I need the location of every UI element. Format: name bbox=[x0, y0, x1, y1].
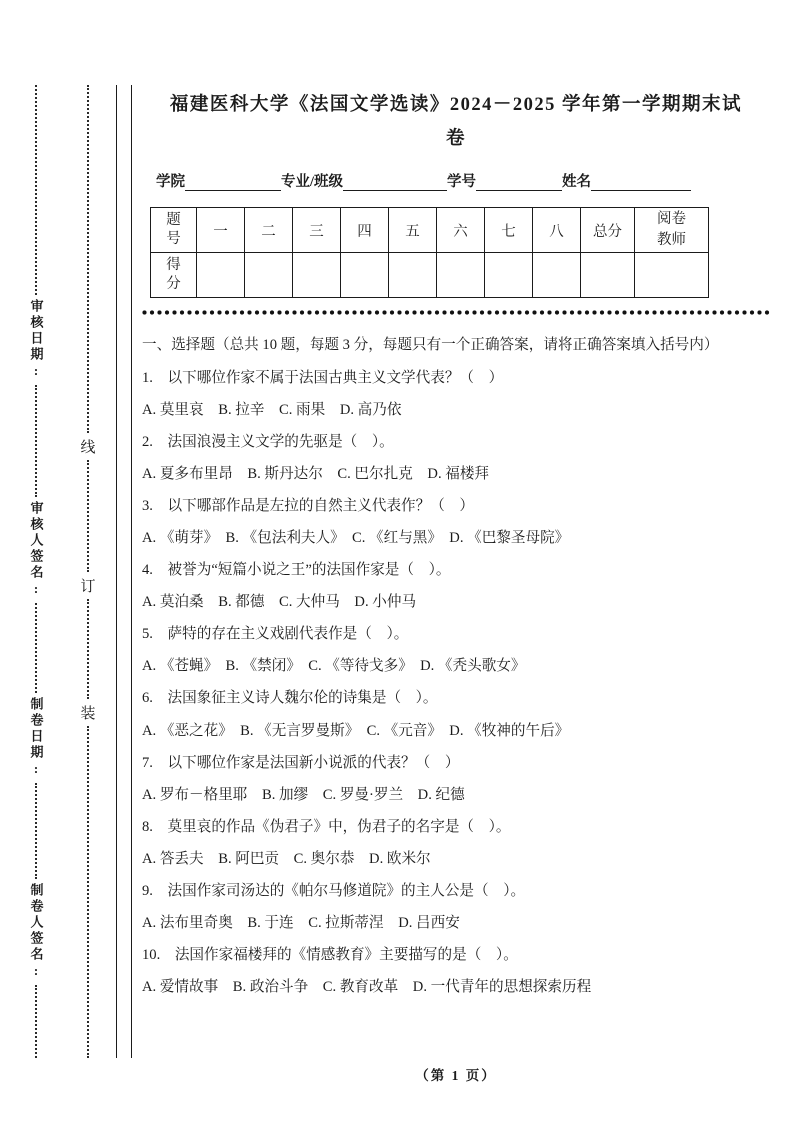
column-header: 五 bbox=[389, 208, 437, 253]
binding-line-char: 装 bbox=[80, 706, 96, 722]
score-cell bbox=[437, 253, 485, 298]
question-text: 7. 以下哪位作家是法国新小说派的代表？（ ） bbox=[142, 754, 460, 771]
column-header: 二 bbox=[245, 208, 293, 253]
score-cell bbox=[293, 253, 341, 298]
score-cell bbox=[533, 253, 581, 298]
dotted-line-segment bbox=[35, 85, 37, 295]
page-number-footer: （第 1 页） bbox=[415, 1068, 497, 1083]
score-cell bbox=[389, 253, 437, 298]
question-options: A. 夏多布里昂 B. 斯丹达尔 C. 巴尔扎克 D. 福楼拜 bbox=[142, 465, 490, 482]
question-number-row-label: 题号 bbox=[151, 208, 197, 253]
question-options: A. 莫泊桑 B. 都德 C. 大仲马 D. 小仲马 bbox=[142, 594, 417, 611]
question-block bbox=[142, 682, 770, 746]
column-header: 七 bbox=[485, 208, 533, 253]
dotted-line-segment bbox=[87, 85, 89, 433]
score-table-header-row bbox=[151, 208, 709, 253]
dotted-line-segment bbox=[87, 460, 89, 572]
section-heading: 一、选择题（总共 10 题，每题 3 分，每题只有一个正确答案，请将正确答案填入括号内） bbox=[142, 337, 719, 354]
column-header: 一 bbox=[197, 208, 245, 253]
school-label: 学院 bbox=[156, 174, 185, 191]
total-score-header: 总分 bbox=[581, 208, 635, 253]
exam-title: 福建医科大学《法国文学选读》2024－2025 学年第一学期期末试卷 bbox=[169, 95, 743, 150]
question-block bbox=[142, 554, 770, 618]
paper-maker-signature-label: 制卷人签名: bbox=[28, 883, 44, 981]
score-cell bbox=[245, 253, 293, 298]
name-label: 姓名 bbox=[562, 174, 592, 191]
score-table-score-row bbox=[151, 253, 709, 298]
score-cell bbox=[581, 253, 635, 298]
column-header: 四 bbox=[341, 208, 389, 253]
score-row-label: 得分 bbox=[151, 253, 197, 298]
question-text: 10. 法国作家福楼拜的《情感教育》主要描写的是（ ）。 bbox=[142, 947, 518, 964]
question-block bbox=[142, 939, 770, 1003]
binding-line-char: 订 bbox=[80, 579, 96, 595]
question-text: 9. 法国作家司汤达的《帕尔马修道院》的主人公是（ ）。 bbox=[142, 883, 526, 900]
dotted-separator bbox=[142, 310, 770, 315]
student-info-row bbox=[156, 170, 770, 191]
column-header: 六 bbox=[437, 208, 485, 253]
dotted-line-segment bbox=[35, 385, 37, 497]
paper-making-date-label: 制卷日期: bbox=[28, 697, 44, 779]
score-cell bbox=[635, 253, 709, 298]
question-text: 8. 莫里哀的作品《伪君子》中，伪君子的名字是（ ）。 bbox=[142, 818, 511, 835]
student-id-label: 学号 bbox=[447, 174, 477, 191]
question-options: A. 爱情故事 B. 政治斗争 C. 教育改革 D. 一代青年的思想探索历程 bbox=[142, 979, 592, 996]
question-block bbox=[142, 362, 770, 426]
question-options: A. 《萌芽》 B. 《包法利夫人》 C. 《红与黑》 D. 《巴黎圣母院》 bbox=[142, 530, 570, 546]
school-blank bbox=[185, 173, 281, 191]
question-block bbox=[142, 618, 770, 682]
grader-header: 阅卷教师 bbox=[635, 208, 709, 253]
major-class-blank bbox=[343, 173, 447, 191]
dotted-line-segment bbox=[87, 599, 89, 699]
seal-margin-line bbox=[131, 85, 132, 1058]
dotted-line-segment bbox=[35, 603, 37, 693]
question-options: A. 《恶之花》 B. 《无言罗曼斯》 C. 《元音》 D. 《牧神的午后》 bbox=[142, 722, 570, 739]
review-date-label: 审核日期: bbox=[28, 299, 44, 381]
question-block bbox=[142, 811, 770, 875]
dotted-line-segment bbox=[35, 985, 37, 1058]
dotted-line-segment bbox=[87, 726, 89, 1058]
seal-margin-line bbox=[116, 85, 117, 1058]
question-block bbox=[142, 490, 770, 554]
question-text: 5. 萨特的存在主义戏剧代表作是（ ）。 bbox=[142, 626, 409, 643]
question-text: 2. 法国浪漫主义文学的先驱是（ ）。 bbox=[142, 433, 394, 450]
question-text: 6. 法国象征主义诗人魏尔伦的诗集是（ ）。 bbox=[142, 690, 438, 707]
dotted-line-segment bbox=[35, 783, 37, 879]
binding-line-column bbox=[76, 85, 100, 1058]
questions-list bbox=[142, 362, 770, 1004]
left-margin-signature-column bbox=[22, 85, 50, 1058]
binding-line-char: 线 bbox=[80, 440, 96, 456]
column-header: 三 bbox=[293, 208, 341, 253]
question-block bbox=[142, 747, 770, 811]
score-cell bbox=[485, 253, 533, 298]
column-header: 八 bbox=[533, 208, 581, 253]
name-blank bbox=[591, 173, 691, 191]
question-block bbox=[142, 426, 770, 490]
major-class-label: 专业/班级 bbox=[281, 174, 344, 191]
student-id-blank bbox=[476, 173, 562, 191]
score-cell bbox=[197, 253, 245, 298]
reviewer-signature-label: 审核人签名: bbox=[28, 501, 44, 599]
score-table bbox=[150, 207, 709, 298]
score-cell bbox=[341, 253, 389, 298]
question-options: A. 答丢夫 B. 阿巴贡 C. 奥尔恭 D. 欧米尔 bbox=[142, 850, 431, 867]
question-options: A. 法布里奇奥 B. 于连 C. 拉斯蒂涅 D. 吕西安 bbox=[142, 915, 460, 932]
exam-content bbox=[142, 88, 770, 1003]
question-text: 3. 以下哪部作品是左拉的自然主义代表作？（ ） bbox=[142, 497, 475, 514]
question-options: A. 莫里哀 B. 拉辛 C. 雨果 D. 高乃依 bbox=[142, 401, 402, 418]
question-text: 4. 被誉为“短篇小说之王”的法国作家是（ ）。 bbox=[142, 562, 451, 579]
question-text: 1. 以下哪位作家不属于法国古典主义文学代表？（ ） bbox=[142, 369, 504, 386]
question-options: A. 《苍蝇》 B. 《禁闭》 C. 《等待戈多》 D. 《秃头歌女》 bbox=[142, 658, 526, 675]
question-block bbox=[142, 875, 770, 939]
question-options: A. 罗布－格里耶 B. 加缪 C. 罗曼·罗兰 D. 纪德 bbox=[142, 786, 465, 803]
